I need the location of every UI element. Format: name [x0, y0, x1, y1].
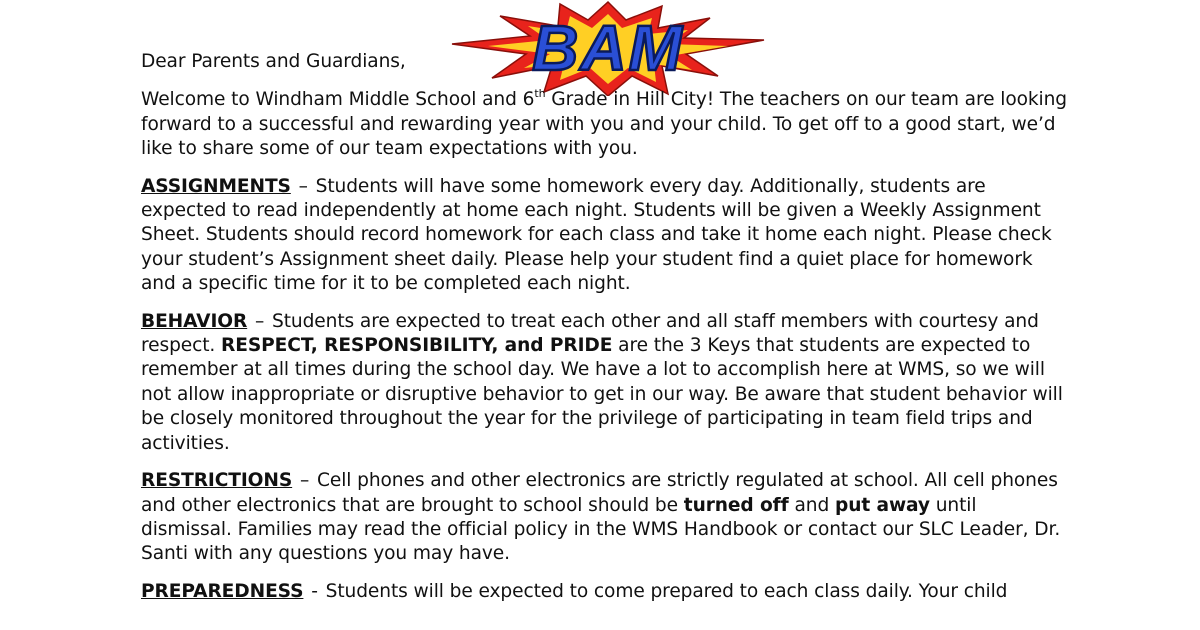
- restrictions-separator: –: [299, 470, 310, 492]
- intro-superscript: th: [534, 87, 546, 101]
- bam-logo-text: BAM: [532, 12, 684, 84]
- restrictions-body-3: until dismissal. Families may read the official policy in the WMS Handbook or contact our SLC Leader, Dr. Santi with any questions you may have.: [141, 494, 1061, 565]
- preparedness-separator: -: [311, 580, 318, 602]
- greeting: Dear Parents and Guardians,: [141, 51, 406, 72]
- assignments-section: [141, 175, 1071, 297]
- behavior-body-before: Students are expected to treat each other and all staff members with courtesy and respect.: [141, 310, 1039, 357]
- behavior-separator: –: [255, 310, 265, 332]
- restrictions-heading: RESTRICTIONS: [141, 470, 293, 492]
- restrictions-body-1: Cell phones and other electronics are strictly regulated at school. All cell phones and other electronics that are brought to school should be: [141, 470, 1058, 516]
- behavior-section: [141, 310, 1071, 456]
- assignments-body: Students will have some homework every day. Additionally, students are expected to read independently at home each night. Students will be given a Weekly Assignment Sheet. Students should record homework for each class and take it home each night. Please check your student’s Assignment sheet daily. Please help your student find a quiet place for homework and a specific time for it to be completed each night.: [141, 175, 1052, 295]
- preparedness-heading: PREPAREDNESS: [141, 580, 304, 602]
- behavior-emphasis: RESPECT, RESPONSIBILITY, and PRIDE: [221, 335, 613, 357]
- behavior-body-after: are the 3 Keys that students are expected to remember at all times during the school day. We have a lot to accomplish here at WMS, so we will not allow inappropriate or disruptive behavior to get in our way. Be aware that student behavior will be closely monitored throughout the year for the privilege of participating in team field trips and activities.: [141, 335, 1063, 454]
- intro-text-part2: Grade in Hill City! The teachers on our team are looking forward to a successful and rewarding year with you and your child. To get off to a good start, we’d like to share some of our team expectations with you.: [141, 89, 1067, 160]
- preparedness-body: Students will be expected to come prepared to each class daily. Your child: [325, 580, 1008, 602]
- restrictions-emphasis-2: put away: [834, 494, 930, 516]
- behavior-heading: BEHAVIOR: [141, 310, 248, 332]
- restrictions-section: [141, 469, 1071, 567]
- intro-text-part1: Welcome to Windham Middle School and 6: [141, 89, 535, 111]
- restrictions-body-2: and: [788, 494, 835, 516]
- restrictions-emphasis-1: turned off: [683, 494, 789, 516]
- assignments-separator: –: [298, 175, 308, 197]
- intro-paragraph: [141, 88, 1071, 161]
- preparedness-section: [141, 580, 1071, 604]
- assignments-heading: ASSIGNMENTS: [141, 175, 291, 197]
- letter-body: [141, 50, 1071, 617]
